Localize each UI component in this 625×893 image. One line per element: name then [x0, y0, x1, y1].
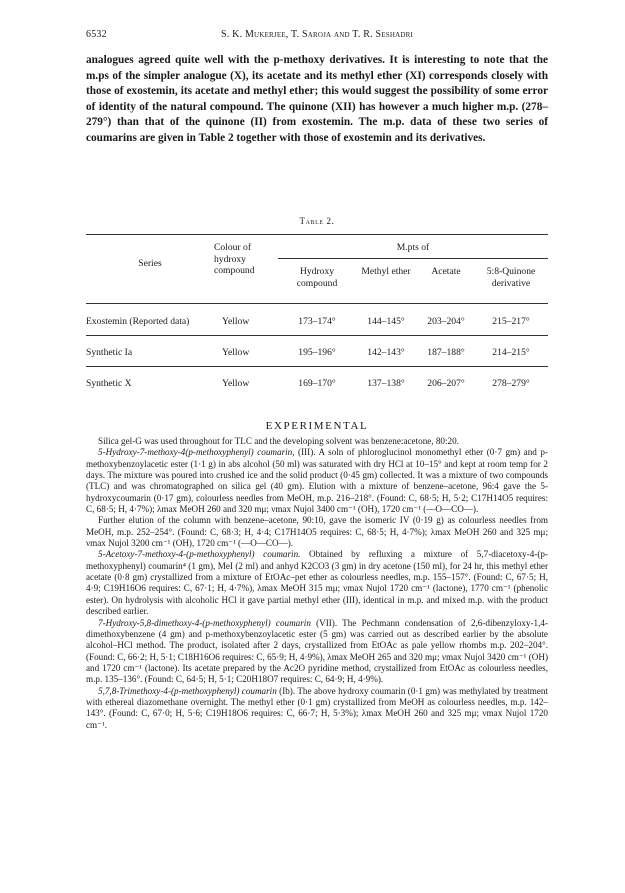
table-caption: Table 2. [299, 216, 335, 226]
row-colour: Yellow [222, 316, 250, 327]
page-number: 6532 [86, 29, 107, 40]
row-methyl-mp: 142–143° [367, 347, 405, 358]
col-header-series: Series [138, 258, 162, 269]
col-header-methyl: Methyl ether [361, 266, 411, 277]
melting-point-table [86, 234, 548, 395]
col-header-mpts: M.pts of [396, 242, 430, 253]
row-colour: Yellow [222, 347, 250, 358]
experimental-paragraph: Further elution of the column with benzene–acetone, 90:10, gave the isomeric IV (0·19 g) as colourless needles from MeOH, m.p. 252–254°. (Found: C, 68·3; H, 4·4; C17H14O5 requires: C, 68·5; H, 4·7%); λmax MeOH 260 and 325 mμ; νmax Nujol 3200 cm⁻¹ (OH), 1720 cm⁻¹ (—O—CO—). [86, 515, 548, 549]
experimental-paragraph [86, 686, 548, 731]
row-methyl-mp: 144–145° [367, 316, 405, 327]
col-header-colour: Colour of hydroxy compound [214, 242, 255, 276]
compound-title: 5,7,8-Trimethoxy-4-(p-methoxyphenyl) coumarin [98, 685, 277, 696]
table-row-rule [86, 335, 548, 336]
row-quinone-mp: 214–215° [492, 347, 530, 358]
experimental-paragraph [86, 447, 548, 515]
row-methyl-mp: 137–138° [367, 378, 405, 389]
paragraph-body: Obtained by refluxing a mixture of 5,7-diacetoxy-4-(p-methoxyphenyl) coumarin⁴ (1 gm), MeI (2 ml) and anhyd K2CO3 (3 gm) in dry acetone (150 ml), for 24 hr, this methyl ether acetate (0·8 gm) crystallized from a mixture of EtOAc–pet ether as colourless needles, m.p. 155–157°. (Found: C, 67·5; H, 4·9; C19H16O6 requires: C, 67·1; H, 4·7%), λmax MeOH 315 mμ; νmax Nujol 1720 cm⁻¹ (lactone), 1770 cm⁻¹ (phenolic ester). On hydrolysis with alcoholic HCl it gave partial methyl ether (III), identical in m.p. and mixed m.p. with the product described earlier. [86, 549, 548, 617]
compound-title: 5-Acetoxy-7-methoxy-4-(p-methoxyphenyl) coumarin. [98, 549, 301, 560]
row-acetate-mp: 187–188° [427, 347, 465, 358]
experimental-heading: EXPERIMENTAL [265, 420, 369, 432]
table-top-rule [86, 234, 548, 235]
row-hydroxy-mp: 173–174° [298, 316, 336, 327]
row-acetate-mp: 206–207° [427, 378, 465, 389]
experimental-paragraph [86, 618, 548, 686]
row-acetate-mp: 203–204° [427, 316, 465, 327]
row-series: Synthetic X [86, 378, 132, 389]
running-header [86, 29, 548, 43]
paragraph-body: (VII). The Pechmann condensation of 2,6-dibenzyloxy-1,4-dimethoxybenzene (4 gm) and p-methoxybenzoylacetic ester (5 gm) was carried out as described earlier by the absolute alcohol–HCl method. The product, isolated after 2 days, crystallized from EtOAc as pale yellow rhombs m.p. 202–204°. (Found: C, 66·2; H, 5·1; C18H16O6 requires: C, 65·9; H, 4·9%), λmax MeOH 265 and 320 mμ; νmax Nujol 3420 cm⁻¹ (OH) and 1720 cm⁻¹ (lactone). Its acetate prepared by the Ac2O pyridine method, crystallized from EtOAc as colourless needles, m.p. 135–136°. (Found: C, 64·5; H, 5·1; C20H18O7 requires: C, 64·9; H, 4·9%). [86, 617, 548, 685]
paragraph-body: (III). A soln of phloroglucinol monomethyl ether (0·7 gm) and p-methoxybenzoylacetic ester (1·1 g) in abs alcohol (50 ml) was saturated with dry HCl at 10–15° and kept at room temp for 2 days. The mixture was poured into crushed ice and the solid product (0·45 gm) collected. It was a mixture of two compounds (TLC) and was chromatographed on silica gel (40 gm). Elution with a mixture of benzene–acetone, 96:4 gave the 5-hydroxycoumarin (0·17 gm), colourless needles from MeOH, m.p. 216–218°. (Found: C, 68·5; H, 5·2; C17H14O5 requires: C, 68·5; H, 4·7%); λmax MeOH 260 and 320 mμ; νmax Nujol 3400 cm⁻¹ (OH), 1720 cm⁻¹ (—O—CO—). [86, 447, 548, 515]
experimental-paragraph: Silica gel-G was used throughout for TLC and the developing solvent was benzene:acetone, 80:20. [98, 436, 459, 446]
intro-paragraph [86, 53, 548, 147]
row-quinone-mp: 278–279° [492, 378, 530, 389]
compound-title: 5-Hydroxy-7-methoxy-4(p-methoxyphenyl) coumarin, [98, 447, 295, 458]
col-header-quinone: 5:8-Quinone derivative [486, 266, 536, 289]
table-header-rule [86, 303, 548, 304]
row-quinone-mp: 215–217° [492, 316, 530, 327]
paragraph-body: (Ib). The above hydroxy coumarin (0·1 gm) was methylated by treatment with ethereal diazomethane overnight. The methyl ether (0·1 gm) crystallized from MeOH as colourless needles, m.p. 142–143°. (Found: C, 67·0; H, 5·6; C19H18O6 requires: C, 66·7; H, 5·3%); λmax MeOH 260 and 325 mμ; νmax Nujol 1720 cm⁻¹. [86, 685, 548, 730]
table-row-rule [86, 366, 548, 367]
compound-title: 7-Hydroxy-5,8-dimethoxy-4-(p-methoxyphenyl) coumarin [98, 617, 311, 628]
col-header-acetate: Acetate [431, 266, 461, 277]
experimental-paragraph [86, 549, 548, 617]
row-hydroxy-mp: 169–170° [298, 378, 336, 389]
row-series: Synthetic Ia [86, 347, 133, 358]
row-colour: Yellow [222, 378, 250, 389]
col-header-hydroxy: Hydroxy compound [296, 266, 338, 289]
row-hydroxy-mp: 195–196° [298, 347, 336, 358]
row-series: Exostemin (Reported data) [86, 316, 190, 327]
running-header-authors: S. K. Mukerjee, T. Saroja and T. R. Seshadri [220, 29, 414, 40]
experimental-section [86, 436, 548, 731]
table-group-rule [278, 258, 548, 259]
intro-text: analogues agreed quite well with the p-methoxy derivatives. It is interesting to note that the m.ps of the simpler analogue (X), its acetate and its methyl ether (XI) corresponds closely with those of exostemin, its acetate and methyl ether; this would suggest the possibility of some error of identity of the natural compound. The quinone (XII) has however a much higher m.p. (278–279°) than that of the quinone (II) from exostemin. The m.p. data of these two series of coumarins are given in Table 2 together with those of exostemin and its derivatives. [86, 54, 548, 144]
